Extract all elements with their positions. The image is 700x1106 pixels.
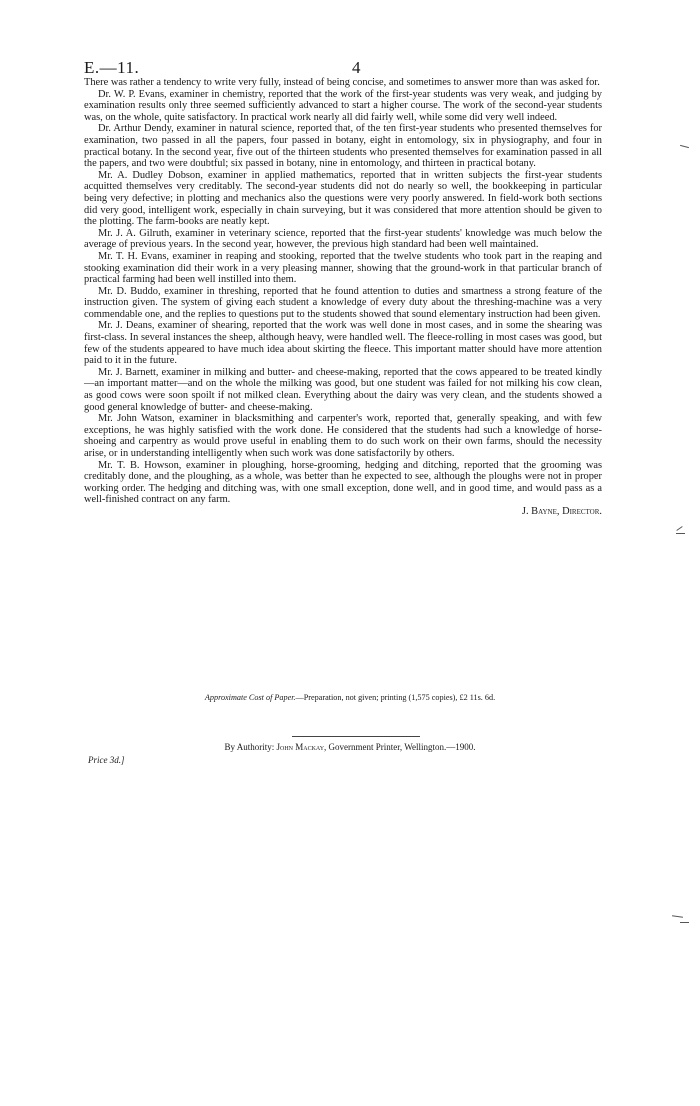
margin-mark	[676, 533, 685, 534]
margin-mark	[680, 145, 689, 148]
page-number: 4	[352, 58, 361, 77]
margin-mark	[672, 915, 683, 918]
paragraph-chemistry: Dr. W. P. Evans, examiner in chemistry, reported that the work of the first-year students was very weak, and judging by examination results only three seemed sufficiently advanced to start a higher course. The work of the second-year students was, on the whole, quite satisfactory. In practical work nearly all did fairly well, while some did very well indeed.	[84, 88, 602, 123]
paragraph-shearing: Mr. J. Deans, examiner of shearing, reported that the work was well done in most cases, and in some the shearing was first-class. In several instances the sheep, although heavy, were handled well. The fleece-rolling in most cases was good, but few of the students appeared to have much idea about skirting the fleece. This important matter should have more attention paid to it in the future.	[84, 320, 602, 367]
margin-mark	[680, 922, 689, 923]
paragraph-natural-science: Dr. Arthur Dendy, examiner in natural science, reported that, of the ten first-year students who presented themselves for examination, two passed in all the papers, four passed in botany, eight in entomology, six in physiography, and four in practical botany. In the second year, five out of the thirteen students who presented themselves for examination passed in all the papers, and two were doubtful; six passed in botany, nine in entomology, and thirteen in practical botany.	[84, 123, 602, 170]
cost-text: —Preparation, not given; printing (1,575 copies), £2 11s. 6d.	[295, 693, 496, 702]
report-body	[84, 77, 602, 518]
paragraph-continuation: There was rather a tendency to write very fully, instead of being concise, and sometimes to answer more than was asked for.	[84, 77, 600, 88]
paragraph-reaping-stooking: Mr. T. H. Evans, examiner in reaping and stooking, reported that the twelve students who took part in the reaping and stooking examination did their work in a very pleasing manner, showing that the ground-work in that particular branch of practical farming had been well instilled into them.	[84, 250, 602, 286]
footer-divider	[292, 736, 420, 737]
page-reference: E.—11.	[84, 58, 140, 77]
paragraph-applied-mathematics: Mr. A. Dudley Dobson, examiner in applied mathematics, reported that in written subjects the first-year students acquitted themselves very creditably. The second-year students did not do nearly so well, the bookkeeping in particular being very defective; in plotting and mechanics also the questions were very poorly answered. In field-work both sections did very good, intelligent work, especially in chain surveying, but it was considered that more attention should be given to the plotting. The farm-books are neatly kept.	[84, 169, 602, 228]
margin-mark	[676, 526, 682, 531]
cost-of-paper	[0, 693, 700, 702]
authority-prefix: By Authority:	[224, 742, 275, 752]
paragraph-ploughing: Mr. T. B. Howson, examiner in ploughing, horse-grooming, hedging and ditching, reported that the grooming was creditably done, and the ploughing, as a whole, was better than he expected to see, although the ploughs were not in proper working order. The hedging and ditching was, with one small exception, done well, and in good time, and would pass as a well-finished contract on any farm.	[84, 459, 602, 506]
paragraph-blacksmithing: Mr. John Watson, examiner in blacksmithing and carpenter's work, reported that, generally speaking, and with few exceptions, he was highly satisfied with the work done. He considered that the students had such a knowledge of horse-shoeing and carpentry as would prove useful in enabling them to do such work on their own farms, should the necessity arise, or in understanding intelligently when such work was done satisfactorily by others.	[84, 413, 602, 459]
director-signature: J. Bayne, Director.	[521, 505, 602, 517]
authority-line	[0, 742, 700, 752]
paragraph-veterinary-science: Mr. J. A. Gilruth, examiner in veterinary science, reported that the first-year students' knowledge was much below the average of previous years. In the second year, however, the previous high standard had been well maintained.	[84, 227, 602, 251]
authority-printer: John Mackay	[276, 742, 325, 752]
cost-label: Approximate Cost of Paper.	[204, 693, 296, 702]
authority-suffix: , Government Printer, Wellington.—1900.	[324, 742, 476, 752]
paragraph-milking: Mr. J. Barnett, examiner in milking and butter- and cheese-making, reported that the cows appeared to be treated kindly—an important matter—and on the whole the milking was good, but one student was failed for not milking his cow clean, as good cows were soon spoilt if not milked clean. Everything about the dairy was very clean, and the students showed a good general knowledge of butter- and cheese-making.	[84, 366, 602, 413]
paragraph-threshing: Mr. D. Buddo, examiner in threshing, reported that he found attention to duties and smartness a strong feature of the instruction given. The system of giving each student a knowledge of every duty about the threshing-machine was a very commendable one, and the replies to questions put to the students showed that sound elementary instruction had been given.	[84, 285, 602, 320]
price-label: Price 3d.]	[88, 755, 125, 765]
